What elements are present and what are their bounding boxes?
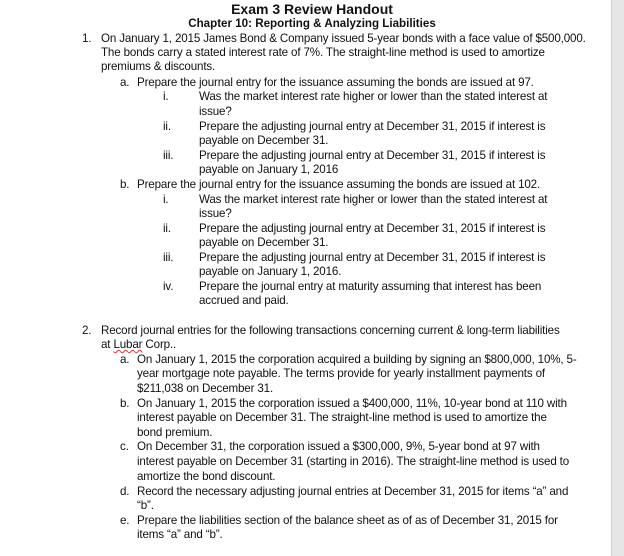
text-fragment: at — [101, 338, 114, 351]
item-label: a. — [120, 76, 130, 89]
item-label: i. — [163, 193, 169, 206]
text-line: bond premium. — [137, 426, 213, 439]
text-line: payable on December 31. — [199, 134, 329, 147]
item-label: ii. — [163, 222, 171, 235]
item-label: c. — [120, 440, 129, 453]
text-line: Was the market interest rate higher or lower than the stated interest at — [199, 193, 548, 206]
text-line: payable on December 31. — [199, 236, 329, 249]
item-label: iii. — [163, 251, 174, 264]
item-label: b. — [120, 397, 130, 410]
text-line: Prepare the journal entry for the issuance assuming the bonds are issued at 97. — [137, 76, 534, 89]
item-label: ii. — [163, 120, 171, 133]
item-label: e. — [120, 514, 130, 527]
text-line: payable on January 1, 2016. — [199, 265, 342, 278]
text-line: Record journal entries for the following transactions concerning current & long-term liabilities — [101, 324, 560, 337]
text-line: Prepare the adjusting journal entry at December 31, 2015 if interest is — [199, 222, 546, 235]
text-line: Prepare the adjusting journal entry at December 31, 2015 if interest is — [199, 251, 546, 264]
text-line: payable on January 1, 2016 — [199, 163, 339, 176]
text-line: Was the market interest rate higher or lower than the stated interest at — [199, 90, 548, 103]
text-line: Prepare the journal entry for the issuance assuming the bonds are issued at 102. — [137, 178, 541, 191]
item-label: b. — [120, 178, 130, 191]
item-label: iii. — [163, 149, 174, 162]
text-line: items “a” and “b”. — [137, 528, 223, 541]
text-line: The bonds carry a stated interest rate of 7%. The straight-line method is used to amortize — [101, 46, 545, 59]
text-line: On January 1, 2015 the corporation issued a $400,000, 11%, 10-year bond at 110 with — [137, 397, 567, 410]
item-label: iv. — [163, 280, 174, 293]
text-line: $211,038 on December 31. — [137, 382, 274, 395]
text-fragment: Corp.. — [142, 338, 177, 351]
text-line: year mortgage note payable. The terms provide for yearly installment payments of — [137, 367, 545, 380]
text-line: amortize the bond discount. — [137, 470, 276, 483]
page-edge — [611, 0, 624, 556]
text-line: Prepare the adjusting journal entry at December 31, 2015 if interest is — [199, 120, 546, 133]
item-label: a. — [120, 353, 130, 366]
text-line: issue? — [199, 105, 232, 118]
text-line: premiums & discounts. — [101, 60, 216, 73]
misspelled-word: Lubar — [113, 338, 143, 351]
text-line: Prepare the journal entry at maturity assuming that interest has been — [199, 280, 542, 293]
text-line: interest payable on December 31. The straight-line method is used to amortize the — [137, 411, 547, 424]
item-label: i. — [163, 90, 169, 103]
item-label: d. — [120, 485, 130, 498]
text-line: “b”. — [137, 499, 154, 512]
text-line: On January 1, 2015 the corporation acquired a building by signing an $800,000, 10%, 5- — [137, 353, 577, 366]
text-line: On January 1, 2015 James Bond & Company issued 5-year bonds with a face value of $500,000. — [101, 32, 586, 45]
text-line: On December 31, the corporation issued a $300,000, 9%, 5-year bond at 97 with — [137, 440, 540, 453]
text-line: Prepare the adjusting journal entry at December 31, 2015 if interest is — [199, 149, 546, 162]
text-line: Prepare the liabilities section of the balance sheet as of as of December 31, 2015 for — [137, 514, 558, 527]
document-title: Exam 3 Review Handout — [231, 1, 393, 17]
text-line: accrued and paid. — [199, 294, 289, 307]
text-line: interest payable on December 31 (starting in 2016). The straight-line method is used to — [137, 455, 570, 468]
item-number: 1. — [82, 32, 92, 45]
item-number: 2. — [82, 324, 92, 337]
text-line — [101, 338, 176, 352]
text-line: Record the necessary adjusting journal entries at December 31, 2015 for items “a” and — [137, 485, 569, 498]
text-line: issue? — [199, 207, 232, 220]
document-subtitle: Chapter 10: Reporting & Analyzing Liabilities — [188, 17, 436, 30]
